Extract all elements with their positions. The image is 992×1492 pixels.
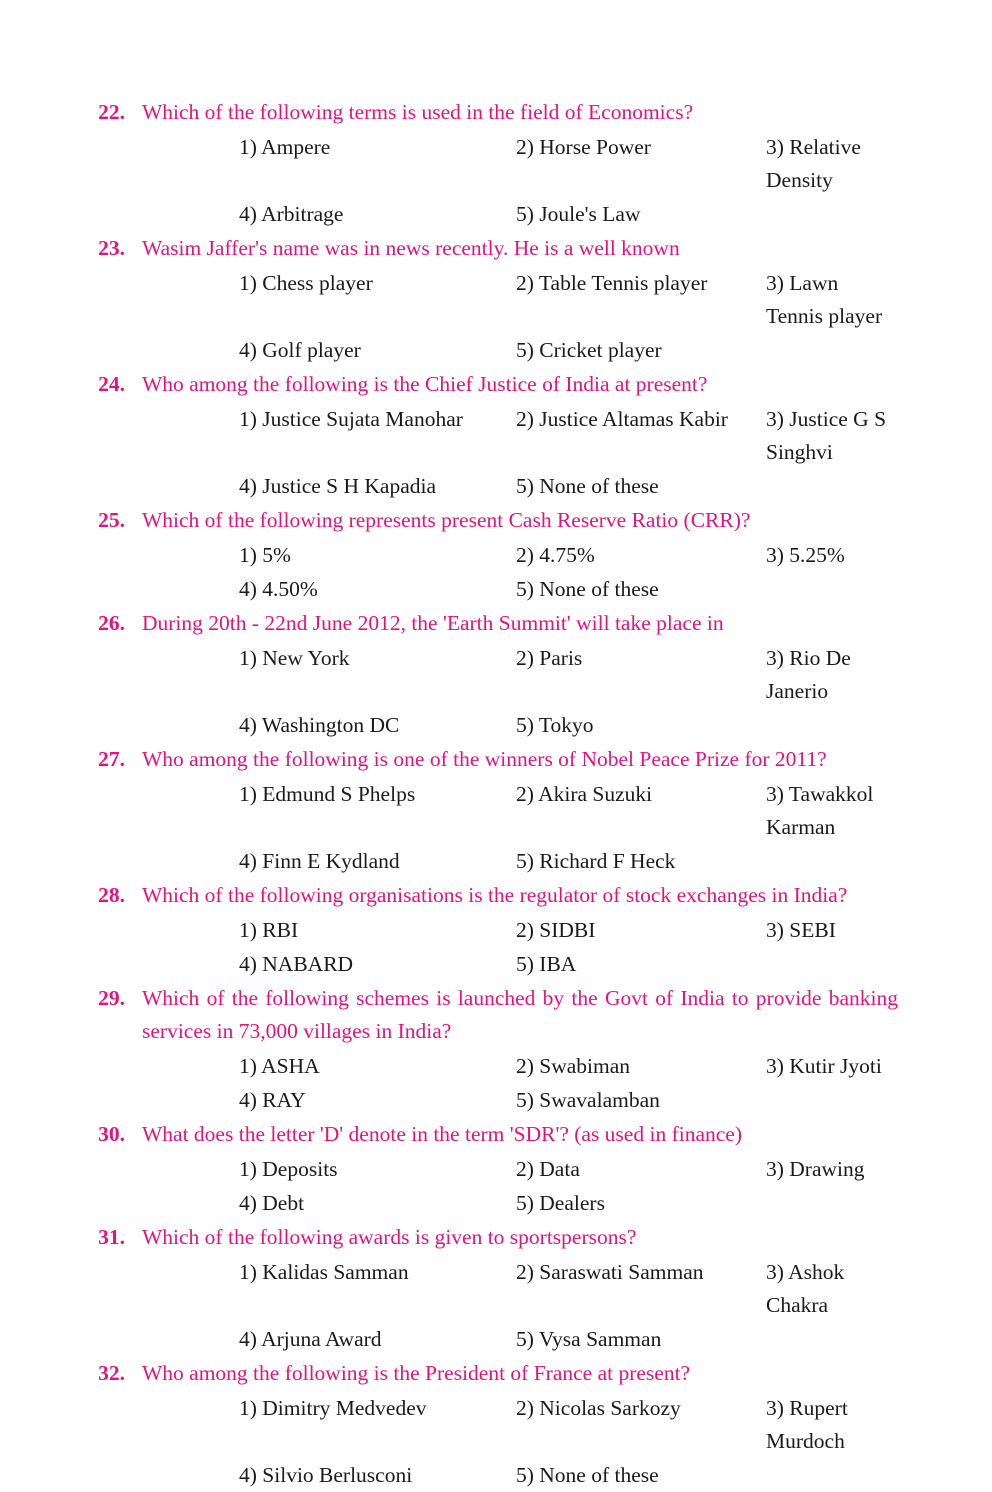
question-block <box>96 1118 900 1220</box>
option-item[interactable]: 2) Swabiman <box>516 1054 631 1078</box>
question-heading <box>96 1118 900 1151</box>
option-list <box>96 642 900 742</box>
option-item[interactable]: 1) Edmund S Phelps <box>239 782 416 806</box>
option-list <box>96 267 900 367</box>
option-list <box>96 1153 900 1220</box>
option-row <box>239 948 900 981</box>
question-block <box>96 607 900 742</box>
question-heading <box>96 504 900 537</box>
option-list <box>96 403 900 503</box>
option-item[interactable]: 3) Ashok Chakra <box>766 1260 845 1317</box>
question-text: Who among the following is the Chief Justice of India at present? <box>142 372 708 396</box>
option-item[interactable]: 4) Washington DC <box>239 713 400 737</box>
option-item[interactable]: 3) 5.25% <box>766 543 845 567</box>
question-block <box>96 1221 900 1356</box>
option-row <box>239 470 900 503</box>
option-item[interactable]: 2) 4.75% <box>516 543 595 567</box>
question-heading <box>96 96 900 129</box>
question-text: Which of the following terms is used in the field of Economics? <box>142 100 694 124</box>
option-item[interactable]: 5) Tokyo <box>516 713 594 737</box>
option-item[interactable]: 1) ASHA <box>239 1054 320 1078</box>
option-list <box>96 914 900 981</box>
option-item[interactable]: 4) 4.50% <box>239 577 318 601</box>
question-text: What does the letter 'D' denote in the term 'SDR'? (as used in finance) <box>142 1122 742 1146</box>
option-row <box>239 1323 900 1356</box>
option-item[interactable]: 1) Chess player <box>239 271 373 295</box>
option-item[interactable]: 2) Horse Power <box>516 135 651 159</box>
question-block <box>96 232 900 367</box>
option-row <box>239 1187 900 1220</box>
option-item[interactable]: 3) Rio De Janerio <box>766 646 851 703</box>
option-list <box>96 778 900 878</box>
option-item[interactable]: 2) Paris <box>516 646 583 670</box>
option-item[interactable]: 5) Dealers <box>516 1191 605 1215</box>
question-block <box>96 743 900 878</box>
option-item[interactable]: 4) Silvio Berlusconi <box>239 1463 413 1487</box>
option-item[interactable]: 5) None of these <box>516 1463 659 1487</box>
option-item[interactable]: 1) RBI <box>239 918 299 942</box>
question-text: During 20th - 22nd June 2012, the 'Earth Summit' will take place in <box>142 611 724 635</box>
question-text: Who among the following is one of the winners of Nobel Peace Prize for 2011? <box>142 747 827 771</box>
option-item[interactable]: 1) Deposits <box>239 1157 338 1181</box>
option-list <box>96 1256 900 1356</box>
option-row <box>239 1459 900 1492</box>
option-item[interactable]: 4) NABARD <box>239 952 354 976</box>
question-number: 27. <box>98 747 125 771</box>
option-item[interactable]: 4) Arjuna Award <box>239 1327 382 1351</box>
option-item[interactable]: 3) Lawn Tennis player <box>766 271 883 328</box>
question-number: 30. <box>98 1122 125 1146</box>
option-item[interactable]: 5) Cricket player <box>516 338 662 362</box>
question-text: Which of the following awards is given to sportspersons? <box>142 1225 637 1249</box>
question-number: 23. <box>98 236 125 260</box>
question-block <box>96 96 900 231</box>
option-list <box>96 131 900 231</box>
option-item[interactable]: 4) RAY <box>239 1088 306 1112</box>
question-text: Who among the following is the President of France at present? <box>142 1361 691 1385</box>
option-item[interactable]: 1) Justice Sujata Manohar <box>239 407 463 431</box>
option-row <box>239 642 900 708</box>
option-row <box>239 778 900 844</box>
option-row <box>239 845 900 878</box>
question-block <box>96 504 900 606</box>
option-item[interactable]: 3) Tawakkol Karman <box>766 782 874 839</box>
option-item[interactable]: 1) Ampere <box>239 135 331 159</box>
question-heading <box>96 1357 900 1390</box>
option-item[interactable]: 1) New York <box>239 646 350 670</box>
option-row <box>239 1050 900 1083</box>
option-row <box>239 1084 900 1117</box>
option-item[interactable]: 5) Vysa Samman <box>516 1327 662 1351</box>
question-block <box>96 982 900 1117</box>
option-item[interactable]: 5) Swavalamban <box>516 1088 660 1112</box>
question-number: 26. <box>98 611 125 635</box>
question-heading <box>96 1221 900 1254</box>
question-heading <box>96 879 900 912</box>
question-heading <box>96 982 900 1048</box>
option-row <box>239 1153 900 1186</box>
question-number: 22. <box>98 100 125 124</box>
option-row <box>239 709 900 742</box>
question-heading <box>96 232 900 265</box>
question-text: Wasim Jaffer's name was in news recently. He is a well known <box>142 236 680 260</box>
option-item[interactable]: 2) SIDBI <box>516 918 596 942</box>
option-item[interactable]: 2) Data <box>516 1157 580 1181</box>
option-item[interactable]: 5) None of these <box>516 474 659 498</box>
question-number: 25. <box>98 508 125 532</box>
question-number: 32. <box>98 1361 125 1385</box>
question-heading <box>96 368 900 401</box>
question-heading <box>96 607 900 640</box>
option-item[interactable]: 1) Dimitry Medvedev <box>239 1396 427 1420</box>
option-row <box>239 131 900 197</box>
option-item[interactable]: 3) Relative Density <box>766 135 861 192</box>
option-item[interactable]: 4) Finn E Kydland <box>239 849 400 873</box>
option-item[interactable]: 1) 5% <box>239 543 291 567</box>
question-text: Which of the following schemes is launched by the Govt of India to provide banking services in 73,000 villages in India? <box>142 986 898 1043</box>
option-item[interactable]: 4) Debt <box>239 1191 305 1215</box>
option-item[interactable]: 2) Saraswati Samman <box>516 1260 704 1284</box>
question-number: 29. <box>98 986 125 1010</box>
question-text: Which of the following represents present Cash Reserve Ratio (CRR)? <box>142 508 751 532</box>
option-row <box>239 539 900 572</box>
question-block <box>96 1357 900 1492</box>
option-row <box>239 403 900 469</box>
option-item[interactable]: 4) Golf player <box>239 338 361 362</box>
option-item[interactable]: 3) Kutir Jyoti <box>766 1054 882 1078</box>
question-number: 24. <box>98 372 125 396</box>
option-item[interactable]: 3) SEBI <box>766 918 836 942</box>
option-item[interactable]: 2) Akira Suzuki <box>516 782 653 806</box>
option-row <box>239 267 900 333</box>
question-block <box>96 368 900 503</box>
option-list <box>96 1050 900 1117</box>
option-row <box>239 198 900 231</box>
option-item[interactable]: 5) Joule's Law <box>516 202 641 226</box>
option-row <box>239 573 900 606</box>
option-list <box>96 1392 900 1492</box>
option-item[interactable]: 5) IBA <box>516 952 577 976</box>
question-block <box>96 879 900 981</box>
question-text: Which of the following organisations is the regulator of stock exchanges in India? <box>142 883 848 907</box>
option-item[interactable]: 1) Kalidas Samman <box>239 1260 409 1284</box>
question-number: 28. <box>98 883 125 907</box>
option-item[interactable]: 5) None of these <box>516 577 659 601</box>
option-item[interactable]: 4) Justice S H Kapadia <box>239 474 437 498</box>
option-row <box>239 914 900 947</box>
option-item[interactable]: 2) Nicolas Sarkozy <box>516 1396 681 1420</box>
option-item[interactable]: 3) Drawing <box>766 1157 865 1181</box>
option-item[interactable]: 5) Richard F Heck <box>516 849 676 873</box>
option-item[interactable]: 2) Table Tennis player <box>516 271 708 295</box>
option-row <box>239 1256 900 1322</box>
option-item[interactable]: 3) Rupert Murdoch <box>766 1396 848 1453</box>
question-heading <box>96 743 900 776</box>
option-list <box>96 539 900 606</box>
option-item[interactable]: 2) Justice Altamas Kabir <box>516 407 728 431</box>
option-row <box>239 334 900 367</box>
option-item[interactable]: 4) Arbitrage <box>239 202 344 226</box>
question-number: 31. <box>98 1225 125 1249</box>
option-item[interactable]: 3) Justice G S Singhvi <box>766 407 887 464</box>
